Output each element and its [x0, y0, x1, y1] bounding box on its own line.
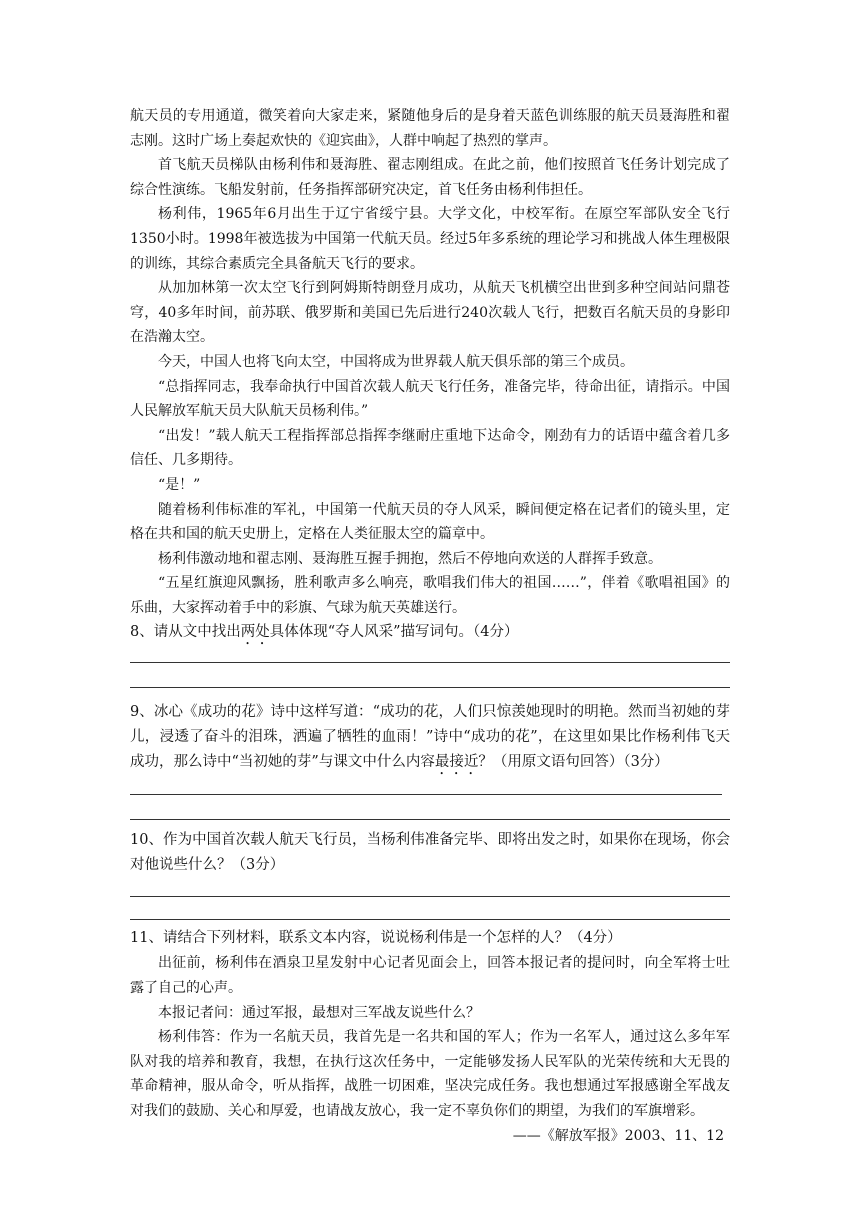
question-9-emphasis: 最接近 [434, 754, 479, 771]
passage-paragraph: 首飞航天员梯队由杨利伟和聂海胜、翟志刚组成。在此之前，他们按照首飞任务计划完成了综合性演练。飞船发射前，任务指挥部研究决定，首飞任务由杨利伟担任。 [130, 157, 730, 198]
question-8-text: 8、请从文中找出 [130, 624, 241, 641]
material-paragraph: 本报记者问：通过军报，最想对三军战友说些什么？ [158, 1004, 480, 1021]
passage-paragraph: 从加加林第一次太空飞行到阿姆斯特朗登月成功，从航天飞机横空出世到多种空间站问鼎苍穹，40多年时间，前苏联、俄罗斯和美国已先后进行240次载人飞行，把数百名航天员的身影印在浩瀚太空。 [130, 280, 730, 346]
passage-paragraph: “是！” [158, 476, 201, 493]
question-11: 11、请结合下列材料，联系文本内容，说说杨利伟是一个怎样的人？（4分） [130, 930, 622, 947]
question-8-emphasis: 两处 [240, 624, 270, 641]
passage-paragraph: 杨利伟，1965年6月出生于辽宁省绥宁县。大学文化，中校军衔。在原空军部队安全飞行1350小时。1998年被选拔为中国第一代航天员。经过5年多系统的理论学习和挑战人体生理极限的训练，其综合素质完全具备航天飞行的要求。 [130, 206, 730, 272]
passage-paragraph: 杨利伟激动地和翟志刚、聂海胜互握手拥抱，然后不停地向欢送的人群挥手致意。 [158, 550, 662, 567]
question-9 [130, 700, 730, 778]
question-8-text-end: 具体体现“夺人风采”描写词句。（4分） [269, 624, 519, 641]
passage-paragraph: “总指挥同志，我奉命执行中国首次载人航天飞行任务，准备完毕，待命出征，请指示。中国人民解放军航天员大队航天员杨利伟。” [130, 378, 730, 420]
passage-paragraph: 随着杨利伟标准的军礼，中国第一代航天员的夺人风采，瞬间便定格在记者们的镜头里，定格在共和国的航天史册上，定格在人类征服太空的篇章中。 [130, 501, 730, 543]
passage-paragraph: “出发！”载人航天工程指挥部总指挥李继耐庄重地下达命令，刚劲有力的话语中蕴含着几多信任、几多期待。 [130, 427, 730, 469]
question-9-text: 9、冰心《成功的花》诗中这样写道：“成功的花，人们只惊羡她现时的明艳。然而当初她的芽儿，浸透了奋斗的泪珠，洒遍了牺牲的血雨！”诗中“成功的花”，在这里如果比作杨利伟飞天成功，那么诗中“当初她的芽”与课文中什么内容 [130, 704, 730, 771]
passage-paragraph: 今天，中国人也将飞向太空，中国将成为世界载人航天俱乐部的第三个成员。 [158, 353, 634, 370]
question-10: 10、作为中国首次载人航天飞行员，当杨利伟准备完毕、即将出发之时，如果你在现场，你会对他说些什么？（3分） [130, 832, 730, 874]
passage-paragraph: 航天员的专用通道，微笑着向大家走来，紧随他身后的是身着天蓝色训练服的航天员聂海胜和翟志刚。这时广场上奏起欢快的《迎宾曲》，人群中响起了热烈的掌声。 [130, 108, 730, 149]
document-body [130, 104, 730, 1148]
passage-paragraph: “五星红旗迎风飘扬，胜利歌声多么响亮，歌唱我们伟大的祖国……”，伴着《歌唱祖国》的乐曲，大家挥动着手中的彩旗、气球为航天英雄送行。 [130, 575, 730, 616]
question-8 [130, 620, 730, 648]
material-paragraph: 出征前，杨利伟在酒泉卫星发射中心记者见面会上，回答本报记者的提问时，向全军将士吐露了自己的心声。 [130, 955, 730, 997]
material-source: ——《解放军报》2003、11、12 [512, 1127, 724, 1144]
material-paragraph: 杨利伟答：作为一名航天员，我首先是一名共和国的军人；作为一名军人，通过这么多年军队对我的培养和教育，我想，在执行这次任务中，一定能够发扬人民军队的光荣传统和大无畏的革命精神，服从命令，听从指挥，战胜一切困难，坚决完成任务。我也想通过军报感谢全军战友对我们的鼓励、关心和厚爱，也请战友放心，我一定不辜负你们的期望，为我们的军旗增彩。 [130, 1029, 730, 1120]
question-9-text-end: ？（用原文语句回答）（3分） [478, 754, 669, 771]
